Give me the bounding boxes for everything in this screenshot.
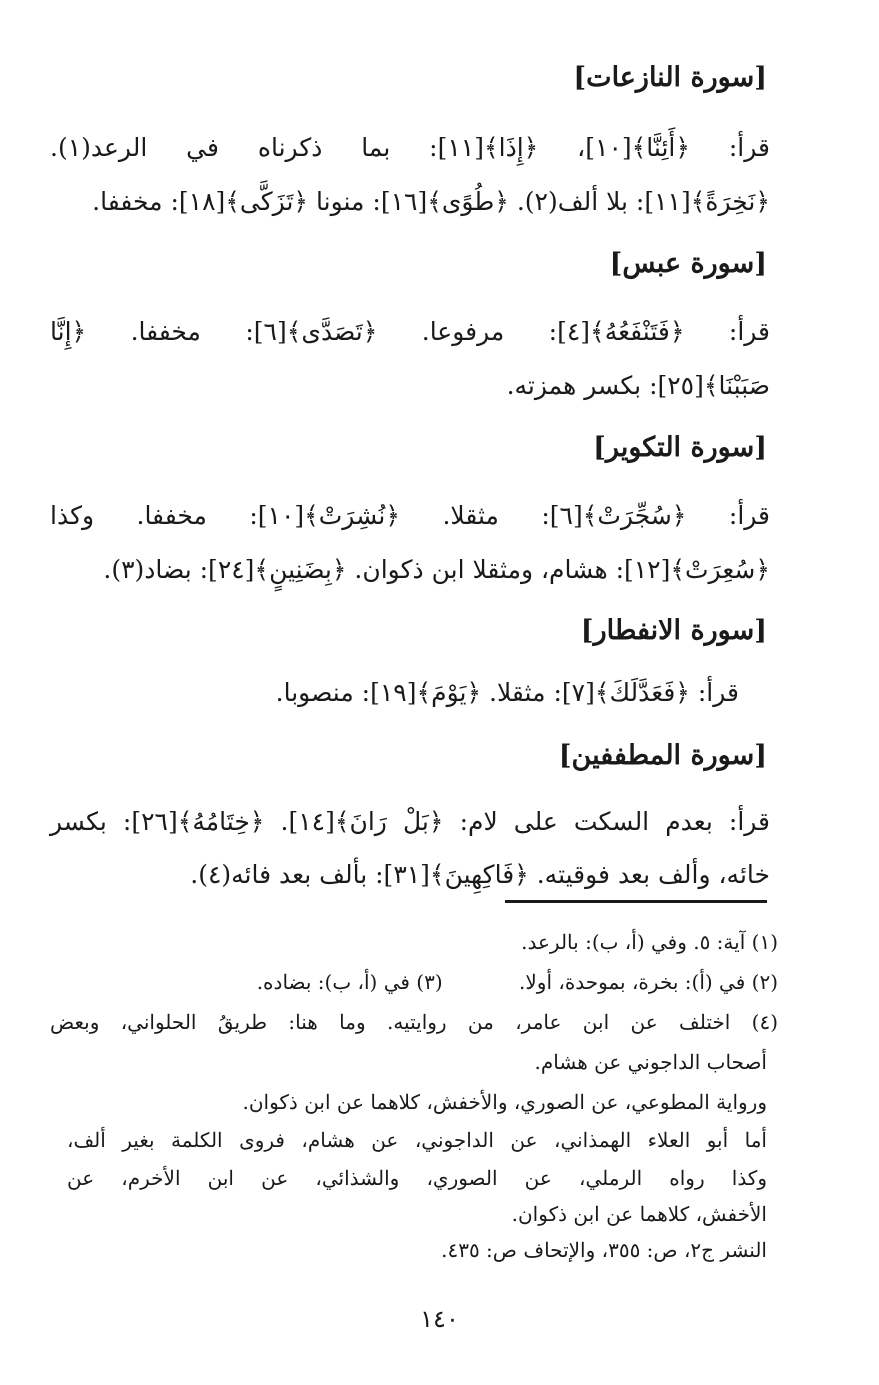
footnote-divider <box>505 900 767 903</box>
text-line: قرأ: ﴿أَئِنَّا﴾[١٠]، ﴿إِذَا﴾[١١]: بما ذكرناه في الرعد(١). <box>50 133 770 162</box>
section-heading-infitar: [سورة الانفطار] <box>580 615 767 646</box>
footnote-4-line: أما أبو العلاء الهمذاني، عن الداجوني، عن هشام، فروى الكلمة بغير ألف، <box>67 1128 767 1152</box>
section-heading-abasa: [سورة عبس] <box>609 248 767 279</box>
text-line: قرأ: ﴿فَعَدَّلَكَ﴾[٧]: مثقلا. ﴿يَوْمَ﴾[١٩]: منصوبا. <box>275 678 739 707</box>
footnote-4-line: الأخفش، كلاهما عن ابن ذكوان. <box>511 1202 767 1226</box>
text-line: خائه، وألف بعد فوقيته. ﴿فَاكِهِينَ﴾[٣١]: بألف بعد فائه(٤). <box>190 860 770 889</box>
footnote-4-line: (٤) اختلف عن ابن عامر، من روايتيه. وما هنا: طريقُ الحلواني، وبعض <box>50 1010 778 1034</box>
footnote-4-line: وكذا رواه الرملي، عن الصوري، والشذائي، عن ابن الأخرم، عن <box>67 1166 767 1190</box>
text-line: ﴿نَخِرَةً﴾[١١]: بلا ألف(٢). ﴿طُوًى﴾[١٦]: منونا ﴿تَزَكَّى﴾[١٨]: مخففا. <box>92 187 770 216</box>
text-line: قرأ: ﴿فَتَنْفَعُهُ﴾[٤]: مرفوعا. ﴿تَصَدَّى﴾[٦]: مخففا. ﴿إِنَّا <box>50 317 771 346</box>
footnote-2: (٢) في (أ): بخرة، بموحدة، أولا. <box>519 970 778 994</box>
page-number: ١٤٠ <box>420 1305 459 1333</box>
footnote-4-line: أصحاب الداجوني عن هشام. <box>534 1050 767 1074</box>
text-line: ﴿سُعِرَتْ﴾[١٢]: هشام، ومثقلا ابن ذكوان. ﴿بِضَنِينٍ﴾[٢٤]: بضاد(٣). <box>103 555 770 584</box>
footnote-3: (٣) في (أ، ب): بضاده. <box>256 970 443 994</box>
text-line: قرأ: بعدم السكت على لام: ﴿بَلْ رَانَ﴾[١٤]. ﴿خِتَامُهُ﴾[٢٦]: بكسر <box>50 807 771 836</box>
section-heading-mutaffifin: [سورة المطففين] <box>558 740 767 771</box>
section-heading-naziat: [سورة النازعات] <box>573 62 767 93</box>
footnote-1: (١) آية: ٥. وفي (أ، ب): بالرعد. <box>521 930 778 954</box>
footnote-2-row <box>50 966 778 998</box>
section-heading-takwir: [سورة التكوير] <box>593 432 767 463</box>
footnote-4-line: ورواية المطوعي، عن الصوري، والأخفش، كلاهما عن ابن ذكوان. <box>242 1090 767 1114</box>
text-line: صَبَبْنَا﴾[٢٥]: بكسر همزته. <box>506 371 770 400</box>
footnote-4-line: النشر ج٢، ص: ٣٥٥، والإتحاف ص: ٤٣٥. <box>441 1238 767 1262</box>
text-line: قرأ: ﴿سُجِّرَتْ﴾[٦]: مثقلا. ﴿نُشِرَتْ﴾[١٠]: مخففا. وكذا <box>50 501 771 530</box>
